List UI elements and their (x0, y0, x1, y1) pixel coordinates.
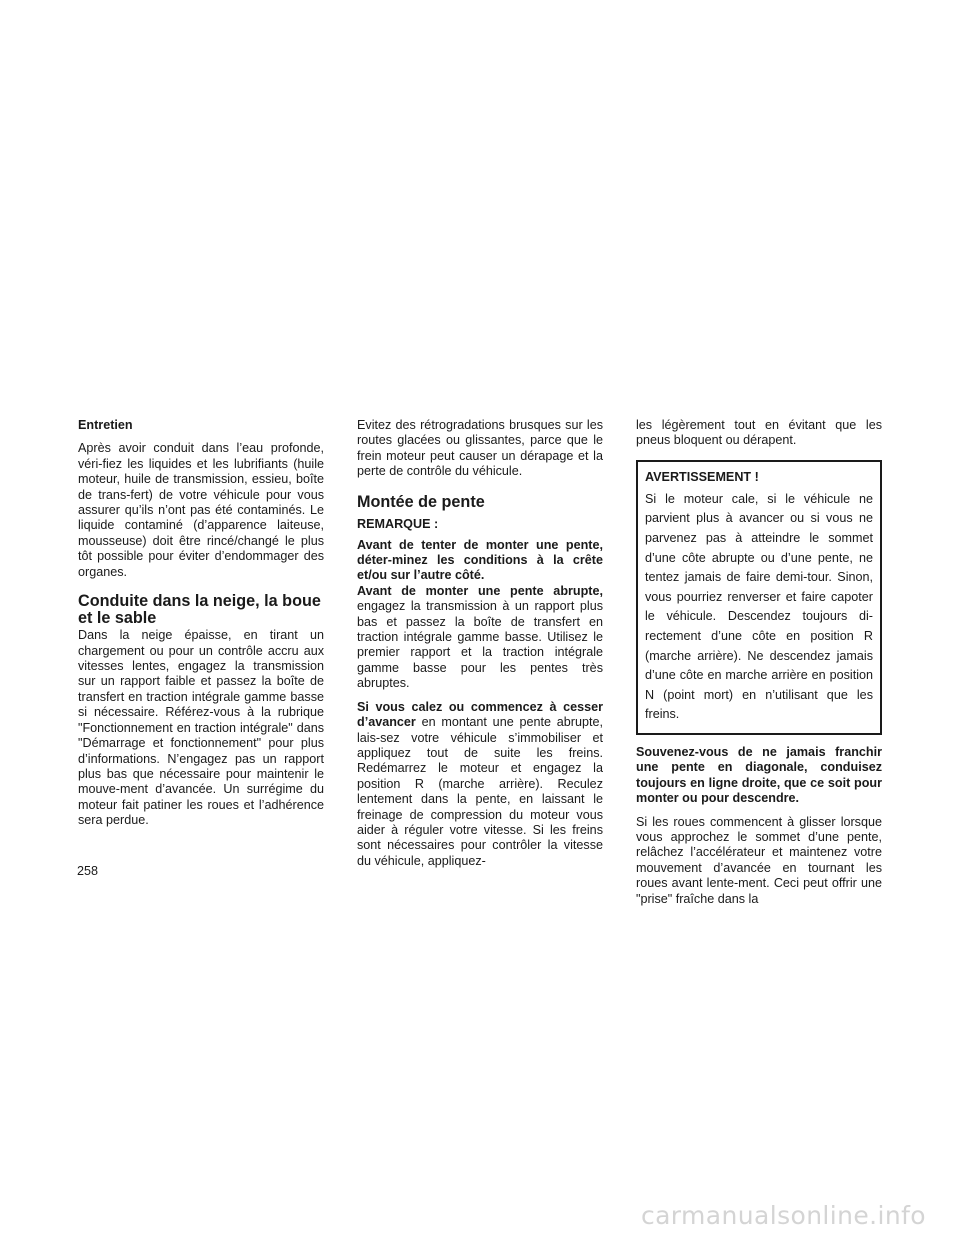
paragraph-steep-hill (357, 584, 603, 692)
paragraph-continued: les légèrement tout en évitant que les pneus bloquent ou dérapent. (636, 418, 882, 448)
steep-hill-text: engagez la transmission à un rapport plus bas et passez la boîte de transfert en traction intégrale gamme basse. Utilisez le premier rapport et la traction intégrale gamme basse pour les pentes très abruptes. (357, 599, 603, 691)
subheading-entretien: Entretien (78, 418, 133, 432)
paragraph-snow-driving: Dans la neige épaisse, en tirant un chargement ou pour un contrôle accru aux vitesses lentes, engagez la transmission sur un rapport faible et passez la boîte de transfert en traction intégrale gamme basse si nécessaire. Référez-vous à la rubrique "Fonctionnement en traction intégrale" dans "Démarrage et fonctionnement" pour plus d’informations. N’engagez pas un rapport plus bas que nécessaire pour maintenir le mouve-ment d’avancée. Un surrégime du moteur fait patiner les roues et l’adhérence sera perdue. (78, 628, 324, 828)
paragraph-downshift: Evitez des rétrogradations brusques sur les routes glacées ou glissantes, parce que le frein moteur peut causer un dérapage et la perte de contrôle du véhicule. (357, 418, 603, 479)
section-heading-hill-climb: Montée de pente (357, 492, 485, 511)
column-left (78, 418, 324, 837)
column-right (636, 418, 882, 915)
stall-lead: Si vous calez ou commencez à cesser d’avancer (357, 699, 603, 730)
section-heading-snow-mud-sand: Conduite dans la neige, la boue et le sable (78, 592, 321, 627)
warning-text: Si le moteur cale, si le véhicule ne parvient plus à avancer ou si vous ne parvenez pas à atteindre le sommet d’une côte abrupte ou d’une pente, ne tentez jamais de faire demi-tour. Sinon, vous pourriez renverser et faire capoter le véhicule. Descendez toujours di-rectement d’une côte en position R (marche arrière). Ne descendez jamais d’une côte en marche arrière en position N (point mort) en n’utilisant que les freins. (645, 491, 873, 722)
paragraph-stall (357, 700, 603, 869)
column-middle (357, 418, 603, 877)
paragraph-wheel-slip: Si les roues commencent à glisser lorsque vous approchez le sommet d’une pente, relâchez l’accélérateur et maintenez votre mouvement d’avancée en tournant les roues avant lente-ment. Ceci peut offrir une "prise" fraîche dans la (636, 814, 882, 906)
steep-hill-lead: Avant de monter une pente abrupte, (357, 583, 603, 598)
page-number: 258 (77, 864, 99, 878)
watermark: carmanualsonline.info (640, 1201, 926, 1230)
warning-box (636, 460, 882, 735)
stall-text: en montant une pente abrupte, lais-sez votre véhicule s’immobiliser et appliquez tout de suite les freins. Redémarrez le moteur et engagez la position R (marche arrière). Reculez lentement dans la pente, en laissant le freinage de compression du moteur vous aider à réguler votre vitesse. Si les freins sont nécessaires pour contrôler la vitesse du véhicule, appliquez- (357, 715, 603, 868)
note-text: Avant de tenter de monter une pente, déter-minez les conditions à la crête et/ou sur l’autre côté. (357, 537, 603, 583)
paragraph-entretien: Après avoir conduit dans l’eau profonde, véri-fiez les liquides et les lubrifiants (huile moteur, huile de transmission, essieu, boîte de trans-fert) de votre véhicule pour vous assurer qu’ils n’ont pas été contaminés. Le liquide contaminé (d’apparence laiteuse, mousseuse) doit être rincé/changé le plus tôt possible pour éviter d’endommager des organes. (78, 441, 324, 579)
paragraph-diagonal-warning: Souvenez-vous de ne jamais franchir une pente en diagonale, conduisez toujours en ligne droite, que ce soit pour monter ou pour descendre. (636, 744, 882, 806)
warning-title: AVERTISSEMENT ! (645, 469, 759, 484)
note-label: REMARQUE : (357, 517, 439, 532)
